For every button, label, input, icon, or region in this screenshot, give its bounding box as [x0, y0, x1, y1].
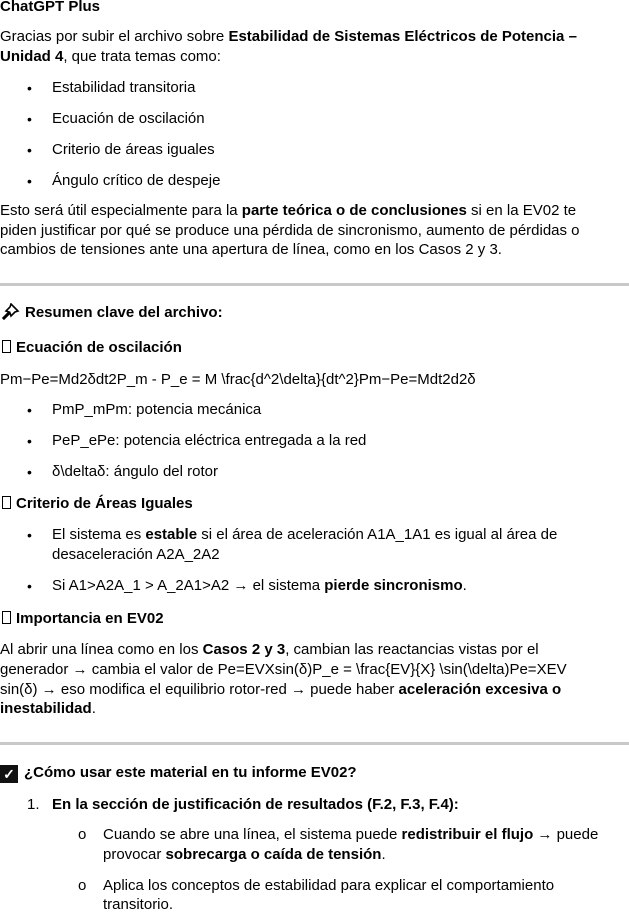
areas-item-1-cont: desaceleración A2A_2A2	[52, 546, 220, 563]
circle-bullet: o	[78, 877, 87, 894]
uso-sub-2-cont: transitorio.	[103, 896, 174, 913]
topic-item: Estabilidad transitoria	[52, 79, 196, 96]
section-heading-ecuacion: Ecuación de oscilación	[0, 338, 182, 358]
list-number: 1.	[27, 796, 40, 813]
uso-sub-1-cont: provocar sobrecarga o caída de tensión.	[103, 846, 386, 863]
uso-sub-2: Aplica los conceptos de estabilidad para explicar el comportamiento	[103, 877, 555, 894]
section-heading-areas: Criterio de Áreas Iguales	[0, 494, 193, 514]
bullet: •	[27, 578, 32, 594]
circle-bullet: o	[78, 826, 87, 843]
bullet: •	[27, 433, 32, 449]
bullet: •	[27, 527, 32, 543]
intro-line-2: Unidad 4, que trata temas como:	[0, 48, 221, 65]
square-icon	[2, 611, 11, 624]
definition-item: PeP_ePe: potencia eléctrica entregada a la red	[52, 432, 367, 449]
section-heading-importancia: Importancia en EV02	[0, 609, 164, 629]
bullet: •	[27, 111, 32, 127]
intro-line-1: Gracias por subir el archivo sobre Estabilidad de Sistemas Eléctricos de Potencia –	[0, 28, 577, 45]
intro-p2-line-2: piden justificar por qué se produce una pérdida de sincronismo, aumento de pérdidas o	[0, 222, 580, 239]
pushpin-icon	[0, 303, 20, 321]
importancia-line-2: generador → cambia el valor de Pe=EVXsin(δ)P_e = \frac{EV}{X} \sin(\delta)Pe=XEV	[0, 661, 567, 678]
areas-item-2: Si A1>A2A_1 > A_2A1>A2 → el sistema pierde sincronismo.	[52, 577, 467, 594]
equation: Pm−Pe=Md2δdt2P_m - P_e = M \frac{d^2\delta}{dt^2}Pm−Pe=Mdt2d2δ	[0, 371, 476, 388]
bullet: •	[27, 80, 32, 96]
divider	[0, 742, 629, 745]
importancia-line-4: inestabilidad.	[0, 700, 96, 717]
topic-item: Criterio de áreas iguales	[52, 141, 215, 158]
topic-item: Ecuación de oscilación	[52, 110, 205, 127]
uso-item-1: En la sección de justificación de resultados (F.2, F.3, F.4):	[52, 796, 459, 813]
intro-p2-line-3: cambios de tensiones ante una apertura de línea, como en los Casos 2 y 3.	[0, 241, 502, 258]
importancia-line-3: sin(δ) → eso modifica el equilibrio rotor-red → puede haber aceleración excesiva o	[0, 681, 562, 698]
bullet: •	[27, 402, 32, 418]
intro-p2-line-1: Esto será útil especialmente para la parte teórica o de conclusiones si en la EV02 te	[0, 202, 577, 219]
app-title: ChatGPT Plus	[0, 0, 101, 15]
bullet: •	[27, 464, 32, 480]
uso-heading: ✓ ¿Cómo usar este material en tu informe EV02?	[0, 763, 357, 783]
definition-item: PmP_mPm: potencia mecánica	[52, 401, 262, 418]
bullet: •	[27, 173, 32, 189]
divider	[0, 283, 629, 286]
importancia-line-1: Al abrir una línea como en los Casos 2 y 3, cambian las reactancias vistas por el	[0, 641, 539, 658]
definition-item: δ\deltaδ: ángulo del rotor	[52, 463, 218, 480]
topic-item: Ángulo crítico de despeje	[52, 172, 221, 189]
square-icon	[2, 496, 11, 509]
square-icon	[2, 340, 11, 353]
uso-sub-1: Cuando se abre una línea, el sistema puede redistribuir el flujo → puede	[103, 826, 599, 843]
check-icon: ✓	[0, 765, 18, 783]
areas-item-1: El sistema es estable si el área de aceleración A1A_1A1 es igual al área de	[52, 526, 558, 543]
bullet: •	[27, 142, 32, 158]
resumen-heading: Resumen clave del archivo:	[0, 303, 223, 323]
